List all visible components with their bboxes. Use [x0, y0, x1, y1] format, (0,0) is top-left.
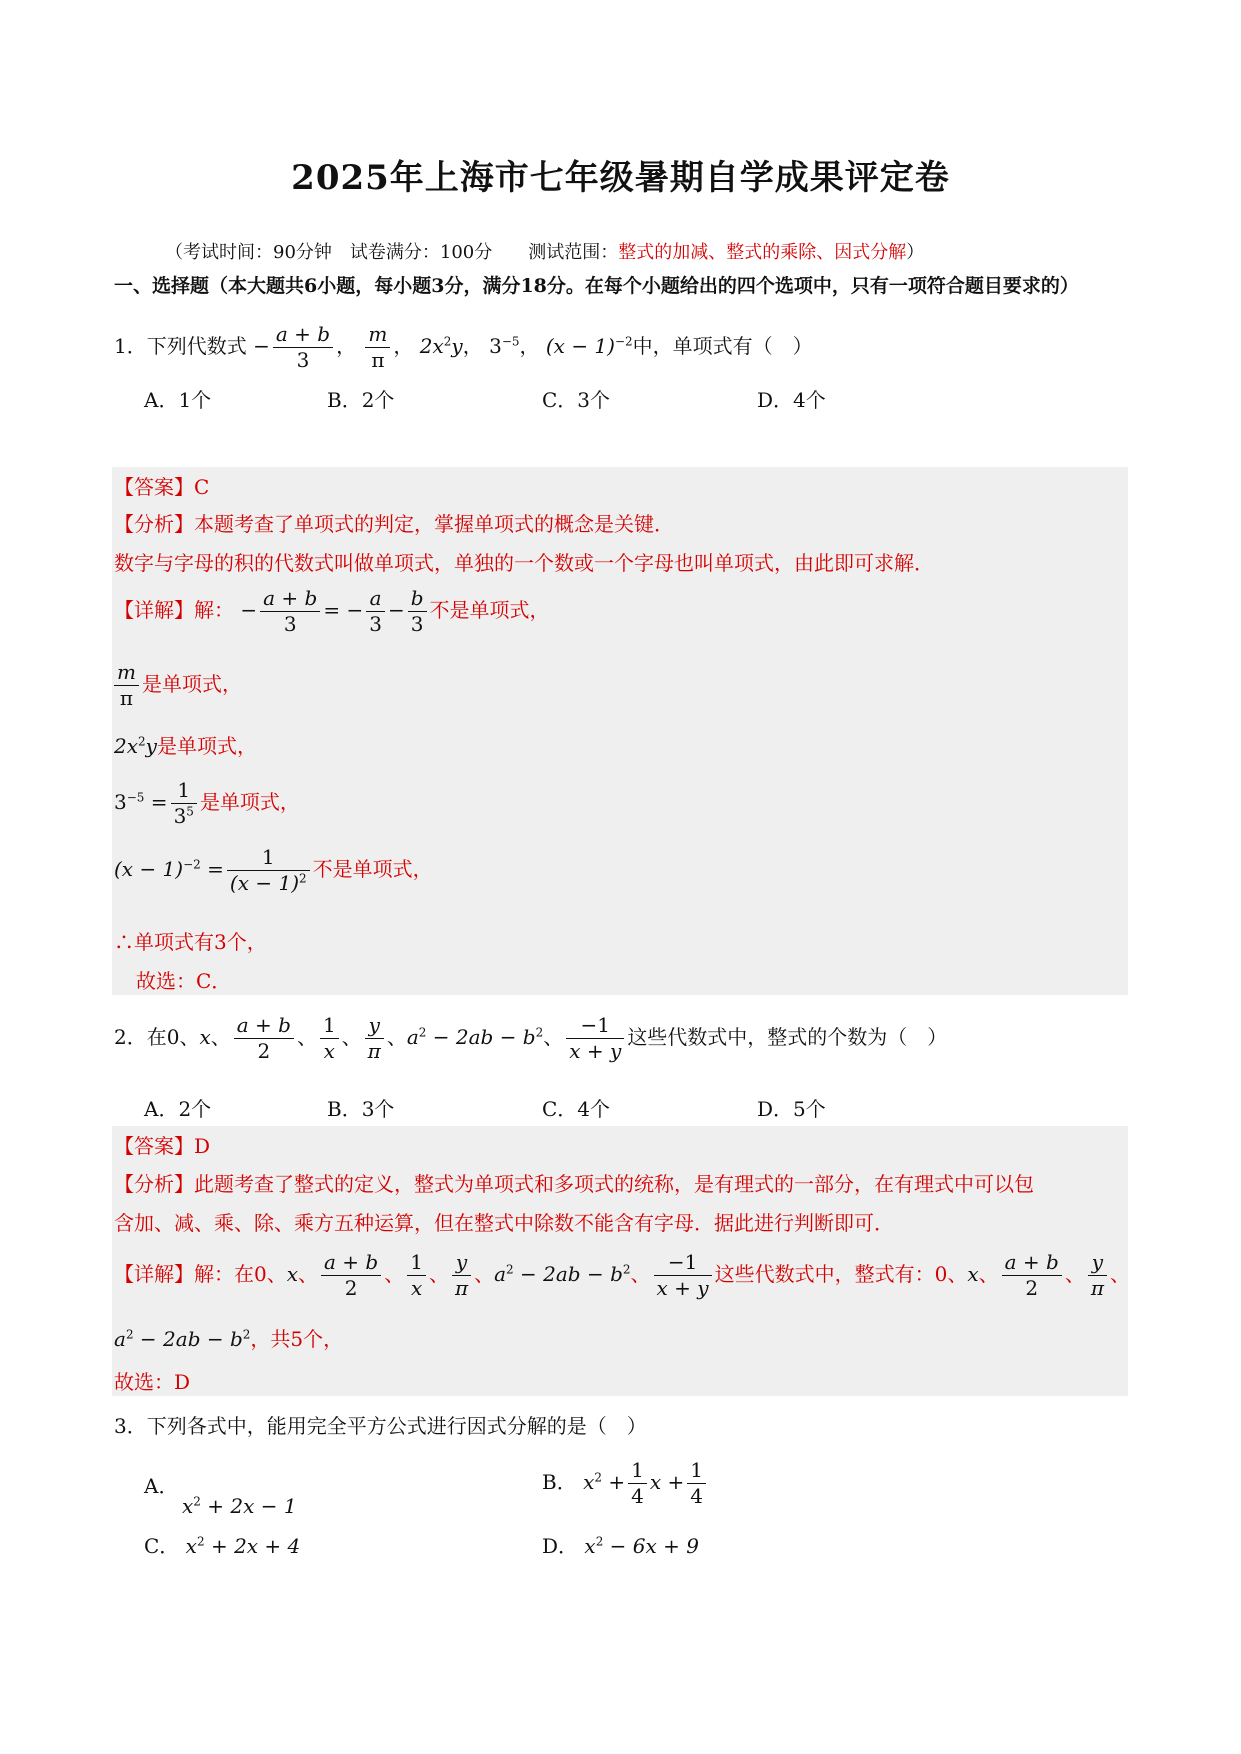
- question-1-stem: 1．下列代数式 − $\frac{a + b}{3}$ ， $\frac{m}{\pi}$ ， $2x^2y$， $3^{-5}$， $(x - 1)^{-2}$中，单项式有（ ）: [114, 322, 813, 372]
- q3-option-c[interactable]: C． $x^2 + 2x + 4$: [144, 1534, 301, 1558]
- q3-option-b[interactable]: B． $x^2$ + $\frac{1}{4}$ x + $\frac{1}{4}$: [542, 1458, 709, 1509]
- q1-option-b[interactable]: B．2个: [327, 388, 395, 412]
- q2-choice: 故选：D: [114, 1370, 191, 1394]
- section-heading: 一、选择题（本大题共6小题，每小题3分，满分18分。在每个小题给出的四个选项中，只有一项符合题目要求的）: [114, 275, 1079, 297]
- q1-option-a[interactable]: A．1个: [144, 388, 212, 412]
- fraction: $\frac{m}{\pi}$: [365, 322, 390, 373]
- q3-option-d[interactable]: D． $x^2 - 6x + 9$: [542, 1534, 700, 1558]
- info-prefix: （考试时间：90分钟 试卷满分：100分 测试范围：: [165, 242, 619, 263]
- q1-option-d[interactable]: D．4个: [757, 388, 826, 412]
- q1-analysis-2: 数字与字母的积的代数式叫做单项式，单独的一个数或一个字母也叫单项式，由此即可求解．: [114, 551, 934, 575]
- q2-analysis-1: 【分析】此题考查了整式的定义，整式为单项式和多项式的统称，是有理式的一部分，在有理式中可以包: [114, 1172, 1034, 1196]
- info-suffix: ）: [906, 242, 925, 263]
- q2-answer: 【答案】D: [114, 1134, 211, 1158]
- q3-option-a-expr: $x^2 + 2x - 1$: [182, 1494, 297, 1518]
- info-scope: 整式的加减、整式的乘除、因式分解: [618, 242, 907, 263]
- q2-option-b[interactable]: B．3个: [327, 1097, 395, 1121]
- q1-detail-3: $2x^2y$是单项式，: [114, 734, 257, 758]
- q1-detail-2: $\frac{m}{\pi}$ 是单项式，: [114, 660, 242, 711]
- q2-analysis-2: 含加、减、乘、除、乘方五种运算，但在整式中除数不能含有字母．据此进行判断即可．: [114, 1211, 894, 1235]
- q1-choice: 故选：C．: [136, 969, 232, 993]
- q1-option-c[interactable]: C．3个: [542, 388, 611, 412]
- exam-info: [165, 238, 924, 264]
- q1-detail-5: $(x - 1)^{-2}$ = $\frac{1}{(x - 1)^2}$ 不是单项式，: [114, 845, 433, 895]
- question-2-stem: 2．在0、x、 $\frac{a + b}{2}$ 、 $\frac{1}{x}$ 、 $\frac{y}{\pi}$ 、$a^2 - 2ab - b^2$、 $\frac{-1}{x + y}$ 这些代数式中，整式的个数为（ ）: [114, 1013, 948, 1063]
- exam-title: 2025年上海市七年级暑期自学成果评定卷: [291, 158, 950, 198]
- q1-detail-4: $3^{-5}$ = $\frac{1}{3^5}$ 是单项式，: [114, 778, 300, 828]
- q2-option-c[interactable]: C．4个: [542, 1097, 611, 1121]
- q2-option-a[interactable]: A．2个: [144, 1097, 212, 1121]
- question-3-stem: 3．下列各式中，能用完全平方公式进行因式分解的是（ ）: [114, 1414, 647, 1438]
- q3-option-a[interactable]: A．: [144, 1474, 179, 1498]
- q2-detail-1: 【详解】解：在0、x、 $\frac{a + b}{2}$ 、 $\frac{1}{x}$ 、 $\frac{y}{\pi}$ 、$a^2 - 2ab - b^2$、 $\frac{-1}{x + y}$ 这些代数式中，整式有：0、x、 $\frac{a + b}{2}$ 、 $\frac{y}{\pi}$ 、: [114, 1250, 1130, 1300]
- q2-option-d[interactable]: D．5个: [757, 1097, 826, 1121]
- q2-detail-2: $a^2 - 2ab - b^2$，共5个，: [114, 1327, 344, 1351]
- fraction: $\frac{a + b}{3}$: [273, 322, 333, 373]
- q1-answer: 【答案】C: [114, 475, 210, 499]
- q1-analysis-1: 【分析】本题考查了单项式的判定，掌握单项式的概念是关键．: [114, 512, 674, 536]
- q1-detail-1: 【详解】解： − $\frac{a + b}{3}$ = − $\frac{a}{3}$ − $\frac{b}{3}$ 不是单项式，: [114, 586, 550, 636]
- q1-conclusion: ∴单项式有3个，: [114, 930, 267, 954]
